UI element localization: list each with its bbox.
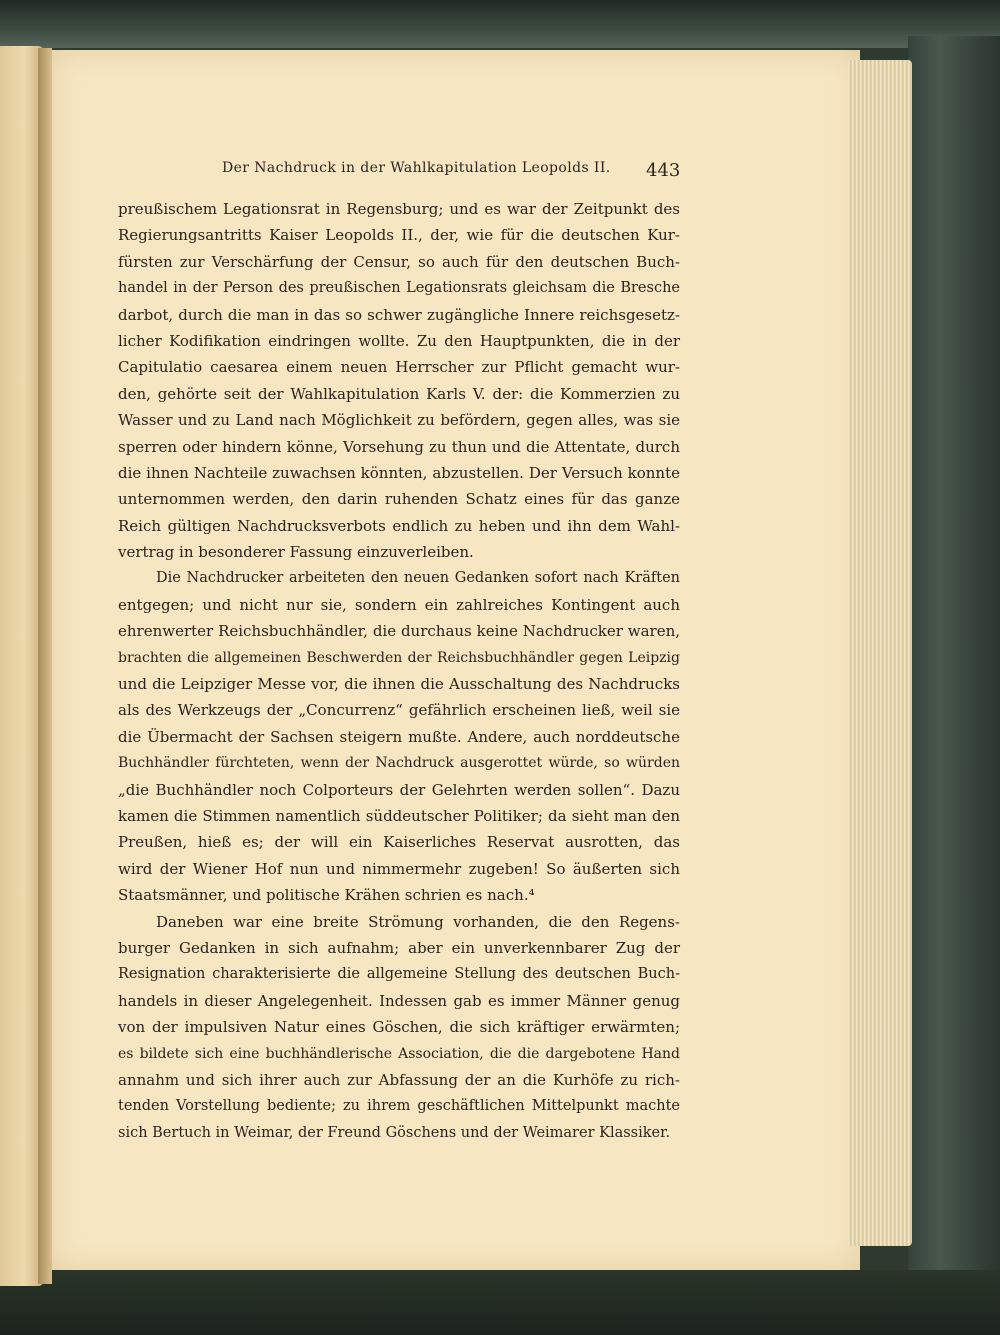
text-line: „die Buchhändler noch Colporteurs der Gelehrten werden sollen“. Dazu bbox=[118, 780, 680, 799]
text-line: handels in dieser Angelegenheit. Indessen gab es immer Männer genug bbox=[118, 991, 680, 1010]
text-line: brachten die allgemeinen Beschwerden der Reichsbuchhändler gegen Leipzig bbox=[118, 649, 680, 666]
text-line: es bildete sich eine buchhändlerische Association, die die dargebotene Hand bbox=[118, 1045, 680, 1062]
text-line: fürsten zur Verschärfung der Censur, so auch für den deutschen Buch- bbox=[118, 252, 680, 271]
running-head: Der Nachdruck in der Wahlkapitulation Leopolds II. bbox=[222, 160, 611, 176]
body-text bbox=[118, 196, 680, 1146]
text-line: darbot, durch die man in das so schwer zugängliche Innere reichsgesetz- bbox=[118, 305, 680, 324]
text-line: tenden Vorstellung bediente; zu ihrem geschäftlichen Mittelpunkt machte bbox=[118, 1098, 680, 1115]
text-line: Capitulatio caesarea einem neuen Herrscher zur Pflicht gemacht wur- bbox=[118, 358, 680, 377]
text-line: und die Leipziger Messe vor, die ihnen die Ausschaltung des Nachdrucks bbox=[118, 675, 680, 694]
paragraph bbox=[118, 196, 680, 565]
text-line: preußischem Legationsrat in Regensburg; und es war der Zeitpunkt des bbox=[118, 200, 680, 218]
text-line: die Übermacht der Sachsen steigern mußte. Andere, auch norddeutsche bbox=[118, 727, 680, 746]
text-line: von der impulsiven Natur eines Göschen, die sich kräftiger erwärmten; bbox=[118, 1018, 680, 1037]
book-cover-spine-edge bbox=[908, 36, 1000, 1335]
text-line: vertrag in besonderer Fassung einzuverleiben. bbox=[118, 543, 474, 562]
text-line: annahm und sich ihrer auch zur Abfassung der an die Kurhöfe zu rich- bbox=[118, 1070, 680, 1089]
text-line: Die Nachdrucker arbeiteten den neuen Gedanken sofort nach Kräften bbox=[156, 570, 680, 587]
page-stack-edges bbox=[848, 60, 912, 1246]
text-line: Preußen, hieß es; der will ein Kaiserliches Reservat ausrotten, das bbox=[118, 833, 680, 852]
paragraph bbox=[118, 565, 680, 908]
text-line: unternommen werden, den darin ruhenden Schatz eines für das ganze bbox=[118, 490, 680, 509]
book-cover-bottom bbox=[0, 1270, 1000, 1335]
text-line: den, gehörte seit der Wahlkapitulation Karls V. der: die Kommerzien zu bbox=[118, 384, 680, 403]
text-line: Regierungsantritts Kaiser Leopolds II., der, wie für die deutschen Kur- bbox=[118, 226, 680, 245]
text-line: Wasser und zu Land nach Möglichkeit zu befördern, gegen alles, was sie bbox=[118, 411, 680, 430]
text-line: die ihnen Nachteile zuwachsen könnten, abzustellen. Der Versuch konnte bbox=[118, 463, 680, 482]
text-line: entgegen; und nicht nur sie, sondern ein zahlreiches Kontingent auch bbox=[118, 595, 680, 614]
page-gutter bbox=[38, 48, 52, 1284]
book-cover-top bbox=[0, 0, 1000, 48]
text-line: Reich gültigen Nachdrucksverbots endlich zu heben und ihn dem Wahl- bbox=[118, 516, 680, 535]
text-line: als des Werkzeugs der „Concurrenz“ gefährlich erscheinen ließ, weil sie bbox=[118, 701, 680, 720]
text-line: wird der Wiener Hof nun und nimmermehr zugeben! So äußerten sich bbox=[118, 859, 680, 878]
text-line: Daneben war eine breite Strömung vorhanden, die den Regens- bbox=[156, 912, 680, 931]
text-line: sich Bertuch in Weimar, der Freund Göschens und der Weimarer Klassiker. bbox=[118, 1124, 671, 1141]
text-line: Staatsmänner, und politische Krähen schrien es nach.⁴ bbox=[118, 886, 535, 905]
page-number: 443 bbox=[646, 160, 681, 181]
text-line: Buchhändler fürchteten, wenn der Nachdruck ausgerottet würde, so würden bbox=[118, 755, 680, 772]
text-line: kamen die Stimmen namentlich süddeutscher Politiker; da sieht man den bbox=[118, 806, 680, 825]
text-line: burger Gedanken in sich aufnahm; aber ein unverkennbarer Zug der bbox=[118, 938, 680, 957]
text-line: handel in der Person des preußischen Legationsrats gleichsam die Bresche bbox=[118, 280, 680, 297]
text-line: ehrenwerter Reichsbuchhändler, die durchaus keine Nachdrucker waren, bbox=[118, 622, 680, 641]
text-line: Resignation charakterisierte die allgemeine Stellung des deutschen Buch- bbox=[118, 966, 680, 983]
paragraph bbox=[118, 909, 680, 1147]
text-line: sperren oder hindern könne, Vorsehung zu thun und die Attentate, durch bbox=[118, 437, 680, 456]
text-line: licher Kodifikation eindringen wollte. Zu den Hauptpunkten, die in der bbox=[118, 331, 680, 350]
